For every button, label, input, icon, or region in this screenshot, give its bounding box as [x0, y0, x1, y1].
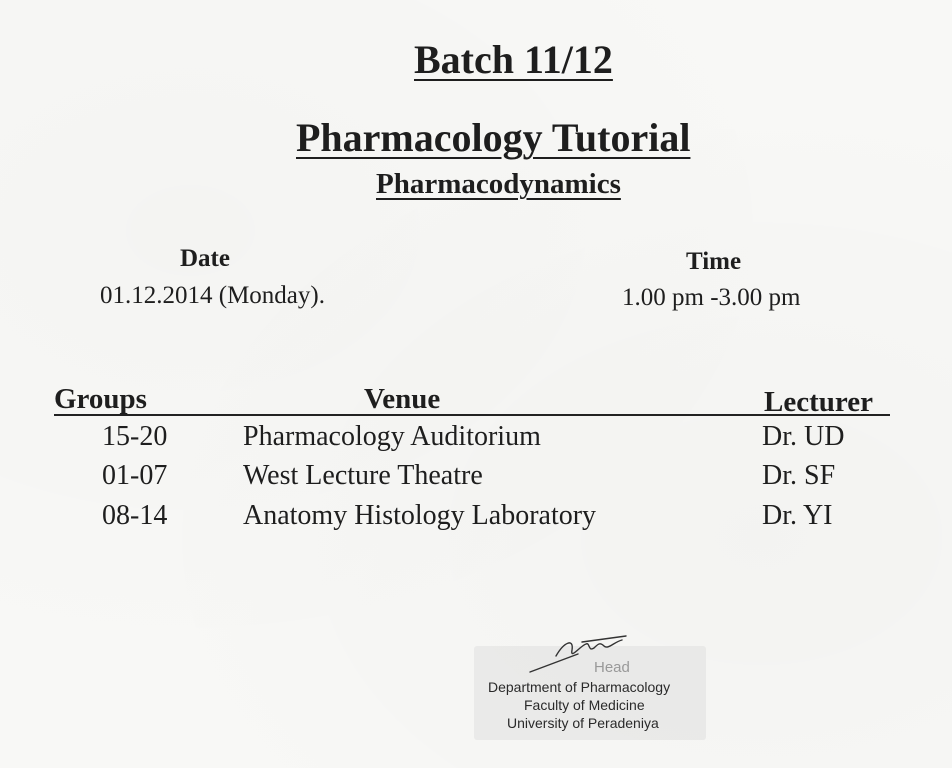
group-cell: 08-14	[102, 500, 168, 531]
stamp-faculty: Faculty of Medicine	[524, 697, 645, 713]
date-value: 01.12.2014 (Monday).	[100, 282, 325, 309]
group-cell: 15-20	[102, 421, 168, 452]
batch-title: Batch 11/12	[414, 37, 613, 82]
table-row	[0, 460, 952, 500]
column-header-groups: Groups	[54, 383, 147, 415]
tutorial-subtitle: Pharmacodynamics	[376, 168, 621, 200]
group-cell: 01-07	[102, 460, 168, 491]
table-header-rule	[54, 414, 890, 416]
lecturer-cell: Dr. UD	[762, 421, 845, 452]
table-row	[0, 500, 952, 540]
venue-cell: Anatomy Histology Laboratory	[243, 500, 597, 531]
venue-cell: Pharmacology Auditorium	[243, 421, 541, 452]
stamp-university: University of Peradeniya	[507, 715, 659, 731]
tutorial-title: Pharmacology Tutorial	[296, 115, 691, 160]
column-header-lecturer: Lecturer	[764, 386, 873, 418]
lecturer-cell: Dr. SF	[762, 460, 836, 491]
column-header-venue: Venue	[364, 383, 441, 415]
stamp-head-text: Head	[594, 659, 630, 676]
lecturer-cell: Dr. YI	[762, 500, 833, 531]
time-label: Time	[686, 248, 742, 275]
venue-cell: West Lecture Theatre	[243, 460, 483, 491]
date-label: Date	[180, 245, 230, 272]
time-value: 1.00 pm -3.00 pm	[622, 284, 801, 311]
stamp-department: Department of Pharmacology	[488, 679, 671, 695]
table-row	[0, 421, 952, 461]
